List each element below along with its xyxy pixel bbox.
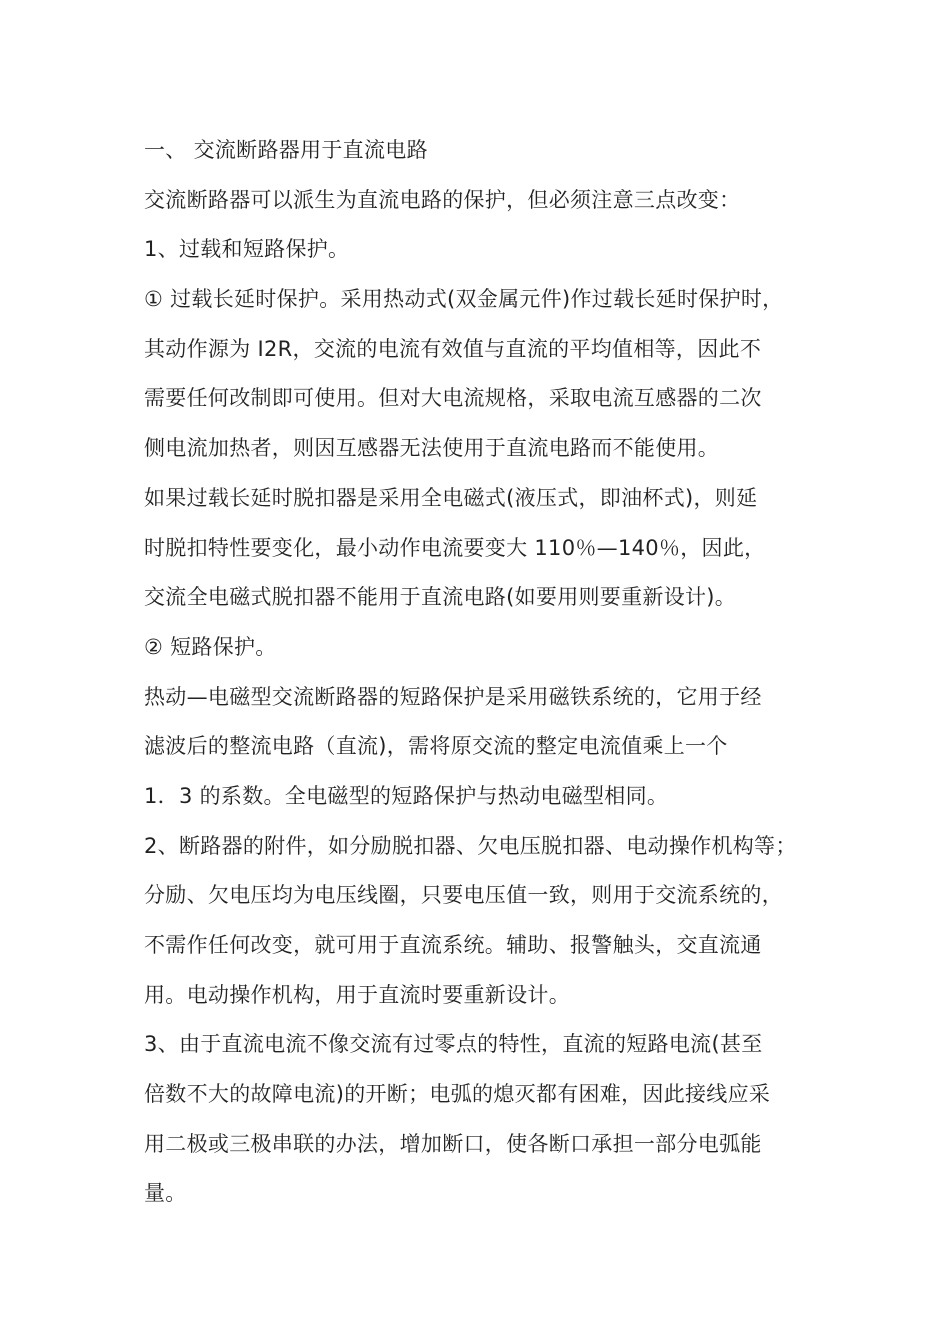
paragraph-line: ② 短路保护。 xyxy=(144,634,277,659)
paragraph-line: ① 过载长延时保护。采用热动式(双金属元件)作过载长延时保护时， xyxy=(144,287,784,312)
paragraph-line: 1、过载和短路保护。 xyxy=(144,237,350,262)
paragraph-line: 需要任何改制即可使用。但对大电流规格，采取电流互感器的二次 xyxy=(144,386,762,411)
paragraph-line: 用。电动操作机构，用于直流时要重新设计。 xyxy=(144,982,570,1007)
paragraph-line: 3、由于直流电流不像交流有过零点的特性，直流的短路电流(甚至 xyxy=(144,1032,763,1057)
paragraph-line: 滤波后的整流电路（直流)，需将原交流的整定电流值乘上一个 xyxy=(144,734,728,759)
paragraph-line: 分励、欠电压均为电压线圈，只要电压值一致，则用于交流系统的， xyxy=(144,883,783,908)
paragraph-line: 其动作源为 I2R，交流的电流有效值与直流的平均值相等，因此不 xyxy=(144,336,762,361)
section-heading: 一、 交流断路器用于直流电路 xyxy=(144,138,428,162)
paragraph-line: 2、断路器的附件，如分励脱扣器、欠电压脱扣器、电动操作机构等； xyxy=(144,833,797,858)
paragraph-line: 交流断路器可以派生为直流电路的保护，但必须注意三点改变： xyxy=(144,187,741,212)
paragraph-line: 交流全电磁式脱扣器不能用于直流电路(如要用则要重新设计)。 xyxy=(144,585,737,610)
paragraph-line: 用二极或三极串联的办法，增加断口，使各断口承担一部分电弧能 xyxy=(144,1131,762,1156)
paragraph-line: 热动—电磁型交流断路器的短路保护是采用磁铁系统的，它用于经 xyxy=(144,684,762,709)
paragraph-line: 倍数不大的故障电流)的开断；电弧的熄灭都有困难，因此接线应采 xyxy=(144,1082,771,1107)
document-body xyxy=(144,126,844,1219)
paragraph-line: 1．3 的系数。全电磁型的短路保护与热动电磁型相同。 xyxy=(144,783,669,808)
paragraph-line: 如果过载长延时脱扣器是采用全电磁式(液压式，即油杯式)，则延 xyxy=(144,485,758,510)
paragraph-line: 量。 xyxy=(144,1181,187,1206)
paragraph-line: 侧电流加热者，则因互感器无法使用于直流电路而不能使用。 xyxy=(144,436,720,461)
paragraph-line: 不需作任何改变，就可用于直流系统。辅助、报警触头，交直流通 xyxy=(144,933,762,957)
paragraph-line: 时脱扣特性要变化，最小动作电流要变大 110％—140％，因此， xyxy=(144,535,766,560)
